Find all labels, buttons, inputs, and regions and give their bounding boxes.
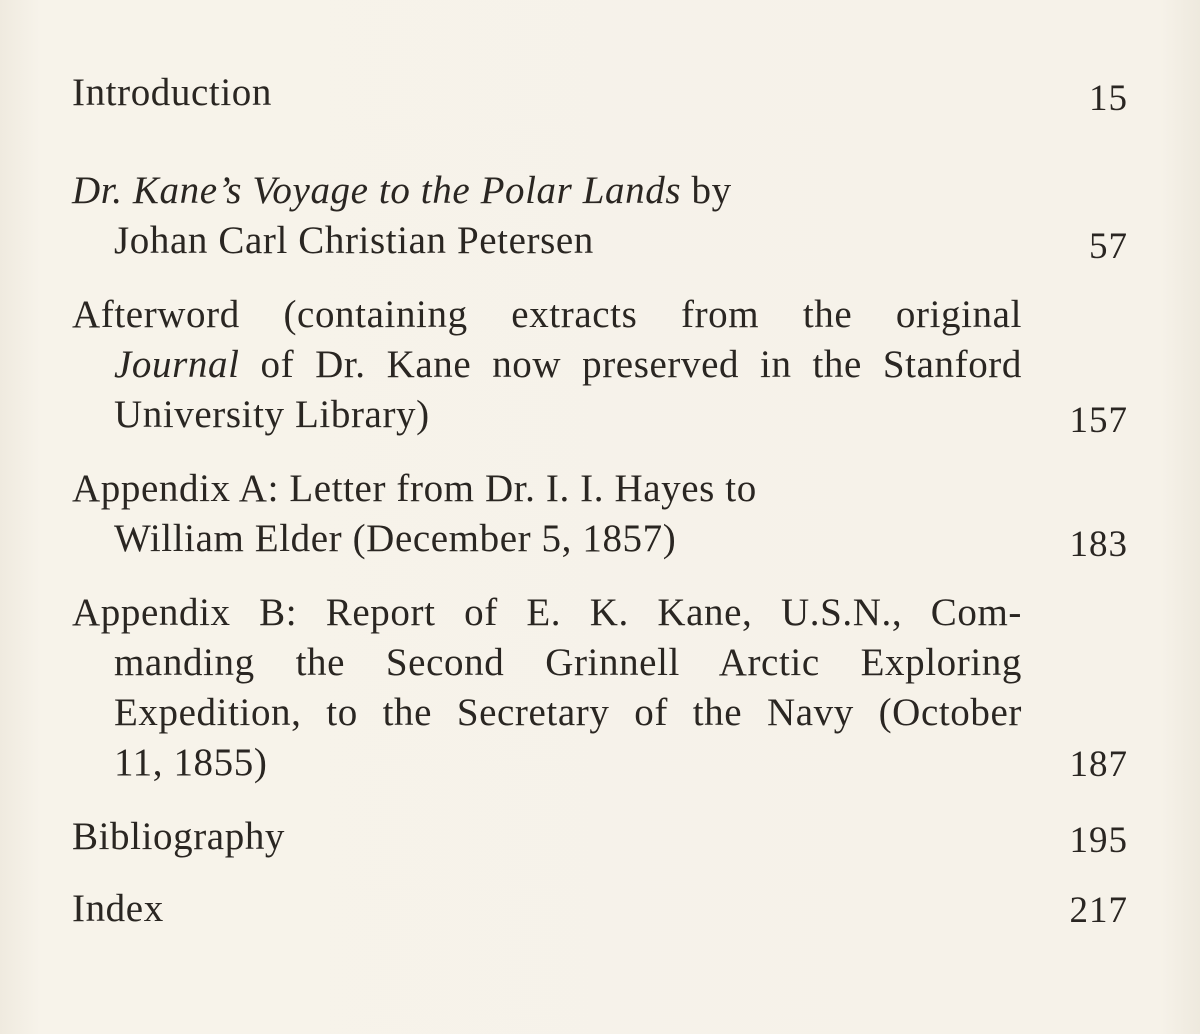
toc-entry-line: Afterword (containing extracts from the original [72,293,1022,336]
toc-entry-journal-italic: Journal [114,343,240,386]
toc-entry-line: University Library) [114,393,430,436]
toc-entry-title-italic: Dr. Kane’s Voyage to the Polar Lands [72,169,682,212]
toc-page-number: 57 [1089,226,1128,267]
toc-entry-title: Index [72,887,164,930]
toc-entry-author: Johan Carl Christian Petersen [114,219,594,262]
toc-entry-line-rest: of Dr. Kane now preserved in the Stanford [239,343,1022,386]
toc-entry-title: Introduction [72,71,272,114]
toc-entry-line: Appendix A: Letter from Dr. I. I. Hayes to [72,467,757,510]
toc-entry-title-by: by [681,169,732,212]
toc-page-number: 157 [1069,400,1128,441]
toc-entry-title: Bibliography [72,815,286,858]
toc-entry-line: Appendix B: Report of E. K. Kane, U.S.N., Com- [72,591,1022,634]
toc-entry-line [114,340,1022,390]
toc-entry-line: William Elder (December 5, 1857) [114,517,677,560]
toc-page-number: 183 [1069,524,1128,565]
toc-page-number: 187 [1069,744,1128,785]
toc-entry-line: 11, 1855) [114,741,268,784]
toc-page-number: 15 [1089,78,1128,119]
toc-entry-line: Expedition, to the Secretary of the Navy (October [114,691,1022,734]
toc-page-number: 217 [1069,890,1128,931]
toc-entry-title [72,166,732,216]
toc-page-number: 195 [1069,820,1128,861]
toc-entry-line: manding the Second Grinnell Arctic Exploring [114,641,1022,684]
